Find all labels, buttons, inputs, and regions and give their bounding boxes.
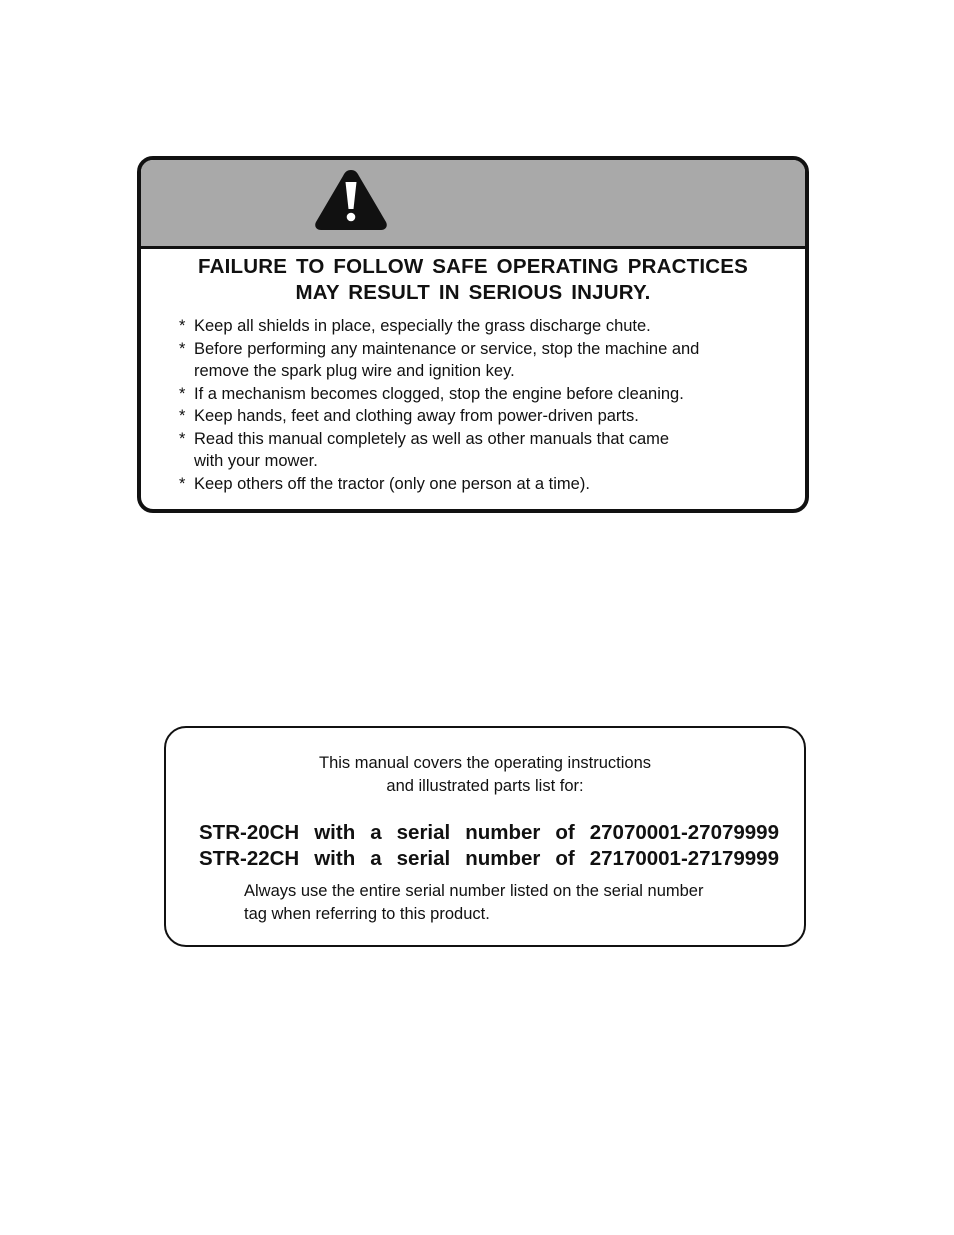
warning-header-band bbox=[141, 160, 805, 249]
intro-line: This manual covers the operating instructions bbox=[319, 754, 651, 772]
list-item-text: Keep others off the tractor (only one person at a time). bbox=[194, 474, 590, 493]
bullet-asterisk: * bbox=[179, 384, 186, 403]
bullet-asterisk: * bbox=[179, 474, 186, 493]
warning-triangle-icon bbox=[314, 168, 388, 232]
warning-title-line: MAY RESULT IN SERIOUS INJURY. bbox=[295, 281, 651, 304]
list-item-text: Keep all shields in place, especially the grass discharge chute. bbox=[194, 317, 651, 335]
list-item-text: Before performing any maintenance or service, stop the machine and bbox=[194, 339, 700, 358]
list-item-text: Keep hands, feet and clothing away from power-driven parts. bbox=[194, 407, 639, 425]
bullet-asterisk: * bbox=[179, 429, 186, 448]
list-item-text: remove the spark plug wire and ignition key. bbox=[194, 362, 515, 380]
serial-number-note bbox=[244, 880, 774, 926]
bullet-asterisk: * bbox=[179, 339, 186, 358]
model-serial-list bbox=[199, 820, 779, 872]
intro-line: and illustrated parts list for: bbox=[386, 777, 584, 795]
bullet-asterisk: * bbox=[179, 407, 186, 425]
safety-rules-list bbox=[179, 315, 779, 495]
list-item bbox=[179, 338, 779, 383]
list-item bbox=[179, 405, 779, 428]
warning-title-line: FAILURE TO FOLLOW SAFE OPERATING PRACTICES bbox=[198, 255, 748, 278]
list-item-text: Read this manual completely as well as other manuals that came bbox=[194, 429, 670, 448]
note-line: Always use the entire serial number listed on the serial number bbox=[244, 882, 704, 900]
list-item bbox=[179, 383, 779, 406]
list-item bbox=[179, 428, 779, 473]
model-serial-line: STR-22CH with a serial number of 27170001-27179999 bbox=[199, 847, 779, 870]
list-item-text: with your mower. bbox=[194, 452, 318, 470]
list-item-text: If a mechanism becomes clogged, stop the engine before cleaning. bbox=[194, 384, 684, 403]
warning-title bbox=[141, 254, 805, 306]
safety-warning-box bbox=[137, 156, 809, 513]
coverage-intro bbox=[166, 752, 804, 798]
list-item bbox=[179, 315, 779, 338]
list-item bbox=[179, 473, 779, 496]
model-serial-line: STR-20CH with a serial number of 27070001-27079999 bbox=[199, 821, 779, 844]
bullet-asterisk: * bbox=[179, 317, 186, 335]
note-line: tag when referring to this product. bbox=[244, 905, 490, 923]
manual-coverage-box bbox=[164, 726, 806, 947]
